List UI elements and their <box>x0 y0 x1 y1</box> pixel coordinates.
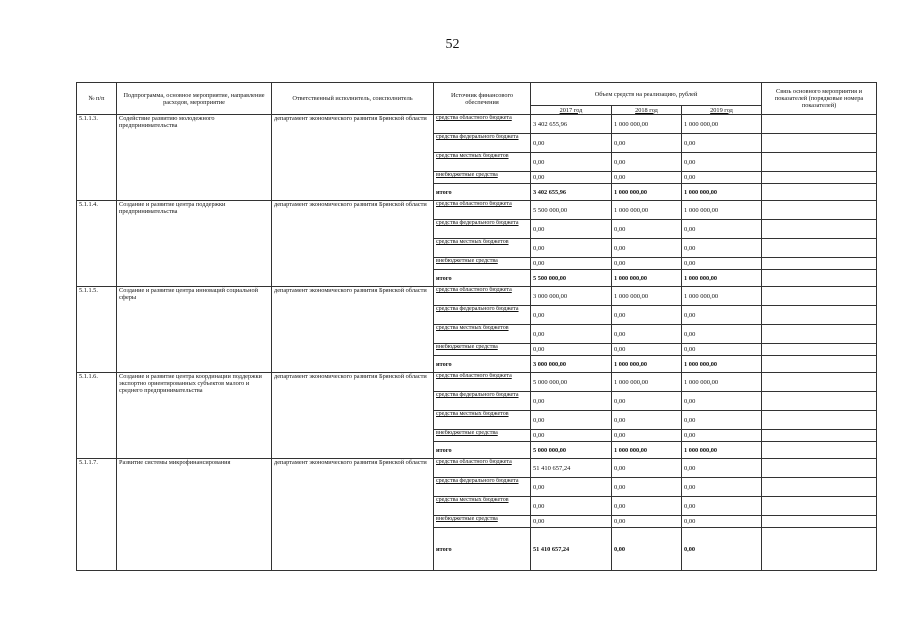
indicator-link-cell <box>762 411 877 430</box>
funding-source: средства местных бюджетов <box>434 497 531 516</box>
amount-cell: 5 500 000,00 <box>531 270 612 287</box>
activity-name: Создание и развитие центра поддержки предпринимательства <box>117 201 272 287</box>
activity-name: Создание и развитие центра координации поддержки экспортно ориентированных субъектов малого и среднего предпринимательства <box>117 373 272 459</box>
amount-cell: 0,00 <box>682 325 762 344</box>
indicator-link-cell <box>762 478 877 497</box>
amount-cell: 0,00 <box>612 411 682 430</box>
row-number: 5.1.1.3. <box>77 115 117 201</box>
table-body <box>77 115 877 571</box>
executor: департамент экономического развития Брянской области <box>272 287 434 373</box>
amount-cell: 0,00 <box>612 430 682 442</box>
amount-cell: 0,00 <box>682 134 762 153</box>
funding-source: средства местных бюджетов <box>434 239 531 258</box>
amount-cell: 0,00 <box>682 306 762 325</box>
amount-cell: 0,00 <box>531 306 612 325</box>
row-number: 5.1.1.4. <box>77 201 117 287</box>
funding-source: внебюджетные средства <box>434 344 531 356</box>
amount-cell: 5 000 000,00 <box>531 442 612 459</box>
activity-name: Содействие развитию молодежного предпринимательства <box>117 115 272 201</box>
amount-cell: 1 000 000,00 <box>612 287 682 306</box>
funding-source: итого <box>434 528 531 571</box>
amount-cell: 5 000 000,00 <box>531 373 612 392</box>
indicator-link-cell <box>762 392 877 411</box>
amount-cell: 0,00 <box>612 459 682 478</box>
amount-cell: 0,00 <box>612 172 682 184</box>
indicator-link-cell <box>762 201 877 220</box>
executor: департамент экономического развития Брянской области <box>272 373 434 459</box>
indicator-link-cell <box>762 516 877 528</box>
amount-cell: 1 000 000,00 <box>612 442 682 459</box>
amount-cell: 1 000 000,00 <box>612 373 682 392</box>
executor: департамент экономического развития Брянской области <box>272 115 434 201</box>
amount-cell: 1 000 000,00 <box>682 201 762 220</box>
funding-source: средства федерального бюджета <box>434 220 531 239</box>
amount-cell: 0,00 <box>612 258 682 270</box>
header-source: Источник финансового обеспечения <box>434 83 531 115</box>
activity-name: Развитие системы микрофинансирования <box>117 459 272 571</box>
indicator-link-cell <box>762 325 877 344</box>
indicator-link-cell <box>762 153 877 172</box>
amount-cell: 0,00 <box>531 516 612 528</box>
amount-cell: 0,00 <box>531 344 612 356</box>
amount-cell: 0,00 <box>531 239 612 258</box>
indicator-link-cell <box>762 306 877 325</box>
amount-cell: 0,00 <box>531 153 612 172</box>
funding-source: средства областного бюджета <box>434 373 531 392</box>
funding-source: средства местных бюджетов <box>434 325 531 344</box>
funding-source: средства областного бюджета <box>434 287 531 306</box>
amount-cell: 1 000 000,00 <box>612 270 682 287</box>
budget-table <box>76 82 877 571</box>
amount-cell: 0,00 <box>612 344 682 356</box>
amount-cell: 0,00 <box>682 239 762 258</box>
amount-cell: 3 402 655,96 <box>531 115 612 134</box>
indicator-link-cell <box>762 172 877 184</box>
indicator-link-cell <box>762 220 877 239</box>
indicator-link-cell <box>762 497 877 516</box>
table-row <box>77 459 877 478</box>
indicator-link-cell <box>762 459 877 478</box>
amount-cell: 0,00 <box>612 325 682 344</box>
page-number: 52 <box>445 37 460 52</box>
funding-source: средства федерального бюджета <box>434 392 531 411</box>
indicator-link-cell <box>762 270 877 287</box>
row-number: 5.1.1.7. <box>77 459 117 571</box>
header-year-2019: 2019 год <box>682 106 762 115</box>
amount-cell: 1 000 000,00 <box>612 115 682 134</box>
amount-cell: 0,00 <box>682 172 762 184</box>
header-link: Связь основного мероприятия и показателей (порядковые номера показателей) <box>762 83 877 115</box>
amount-cell: 0,00 <box>682 153 762 172</box>
amount-cell: 0,00 <box>682 344 762 356</box>
indicator-link-cell <box>762 528 877 571</box>
amount-cell: 0,00 <box>531 172 612 184</box>
funding-source: средства областного бюджета <box>434 459 531 478</box>
amount-cell: 3 402 655,96 <box>531 184 612 201</box>
amount-cell: 0,00 <box>612 134 682 153</box>
amount-cell: 51 410 657,24 <box>531 528 612 571</box>
activity-name: Создание и развитие центра инноваций социальной сферы <box>117 287 272 373</box>
amount-cell: 1 000 000,00 <box>682 356 762 373</box>
funding-source: средства областного бюджета <box>434 115 531 134</box>
amount-cell: 0,00 <box>682 392 762 411</box>
amount-cell: 1 000 000,00 <box>682 287 762 306</box>
amount-cell: 0,00 <box>612 239 682 258</box>
indicator-link-cell <box>762 430 877 442</box>
table-row <box>77 373 877 392</box>
row-number: 5.1.1.5. <box>77 287 117 373</box>
amount-cell: 1 000 000,00 <box>612 356 682 373</box>
funding-source: внебюджетные средства <box>434 516 531 528</box>
amount-cell: 0,00 <box>682 497 762 516</box>
amount-cell: 0,00 <box>531 325 612 344</box>
amount-cell: 0,00 <box>612 478 682 497</box>
funding-source: средства федерального бюджета <box>434 134 531 153</box>
funding-source: итого <box>434 270 531 287</box>
header-program: Подпрограмма, основное мероприятие, направление расходов, мероприятие <box>117 83 272 115</box>
indicator-link-cell <box>762 442 877 459</box>
amount-cell: 0,00 <box>531 220 612 239</box>
indicator-link-cell <box>762 373 877 392</box>
funding-source: внебюджетные средства <box>434 258 531 270</box>
indicator-link-cell <box>762 344 877 356</box>
amount-cell: 0,00 <box>682 528 762 571</box>
amount-cell: 0,00 <box>682 430 762 442</box>
header-year-2017: 2017 год <box>531 106 612 115</box>
amount-cell: 51 410 657,24 <box>531 459 612 478</box>
amount-cell: 1 000 000,00 <box>682 115 762 134</box>
funding-source: итого <box>434 184 531 201</box>
header-num: № п/п <box>77 83 117 115</box>
amount-cell: 0,00 <box>612 153 682 172</box>
indicator-link-cell <box>762 356 877 373</box>
amount-cell: 0,00 <box>612 392 682 411</box>
amount-cell: 0,00 <box>531 134 612 153</box>
amount-cell: 3 000 000,00 <box>531 356 612 373</box>
amount-cell: 0,00 <box>682 258 762 270</box>
amount-cell: 0,00 <box>612 220 682 239</box>
funding-source: внебюджетные средства <box>434 172 531 184</box>
indicator-link-cell <box>762 115 877 134</box>
amount-cell: 0,00 <box>531 497 612 516</box>
amount-cell: 0,00 <box>531 258 612 270</box>
indicator-link-cell <box>762 134 877 153</box>
indicator-link-cell <box>762 287 877 306</box>
funding-source: итого <box>434 356 531 373</box>
amount-cell: 0,00 <box>531 392 612 411</box>
table-row <box>77 287 877 306</box>
amount-cell: 0,00 <box>531 478 612 497</box>
amount-cell: 3 000 000,00 <box>531 287 612 306</box>
indicator-link-cell <box>762 239 877 258</box>
amount-cell: 1 000 000,00 <box>682 270 762 287</box>
amount-cell: 0,00 <box>682 220 762 239</box>
amount-cell: 1 000 000,00 <box>682 373 762 392</box>
funding-source: средства местных бюджетов <box>434 153 531 172</box>
amount-cell: 0,00 <box>682 516 762 528</box>
amount-cell: 0,00 <box>612 306 682 325</box>
table-row <box>77 201 877 220</box>
funding-source: внебюджетные средства <box>434 430 531 442</box>
header-year-2018: 2018 год <box>612 106 682 115</box>
executor: департамент экономического развития Брянской области <box>272 201 434 287</box>
amount-cell: 1 000 000,00 <box>612 184 682 201</box>
funding-source: средства федерального бюджета <box>434 306 531 325</box>
amount-cell: 0,00 <box>682 478 762 497</box>
table-row <box>77 115 877 134</box>
header-volume: Объем средств на реализацию, рублей <box>531 83 762 106</box>
amount-cell: 1 000 000,00 <box>682 442 762 459</box>
amount-cell: 0,00 <box>682 459 762 478</box>
amount-cell: 0,00 <box>682 411 762 430</box>
funding-source: средства областного бюджета <box>434 201 531 220</box>
indicator-link-cell <box>762 184 877 201</box>
amount-cell: 1 000 000,00 <box>682 184 762 201</box>
indicator-link-cell <box>762 258 877 270</box>
amount-cell: 0,00 <box>531 430 612 442</box>
funding-source: средства местных бюджетов <box>434 411 531 430</box>
amount-cell: 1 000 000,00 <box>612 201 682 220</box>
funding-source: средства федерального бюджета <box>434 478 531 497</box>
amount-cell: 0,00 <box>612 516 682 528</box>
amount-cell: 5 500 000,00 <box>531 201 612 220</box>
row-number: 5.1.1.6. <box>77 373 117 459</box>
amount-cell: 0,00 <box>612 528 682 571</box>
header-executor: Ответственный исполнитель, соисполнитель <box>272 83 434 115</box>
amount-cell: 0,00 <box>531 411 612 430</box>
executor: департамент экономического развития Брянской области <box>272 459 434 571</box>
amount-cell: 0,00 <box>612 497 682 516</box>
funding-source: итого <box>434 442 531 459</box>
